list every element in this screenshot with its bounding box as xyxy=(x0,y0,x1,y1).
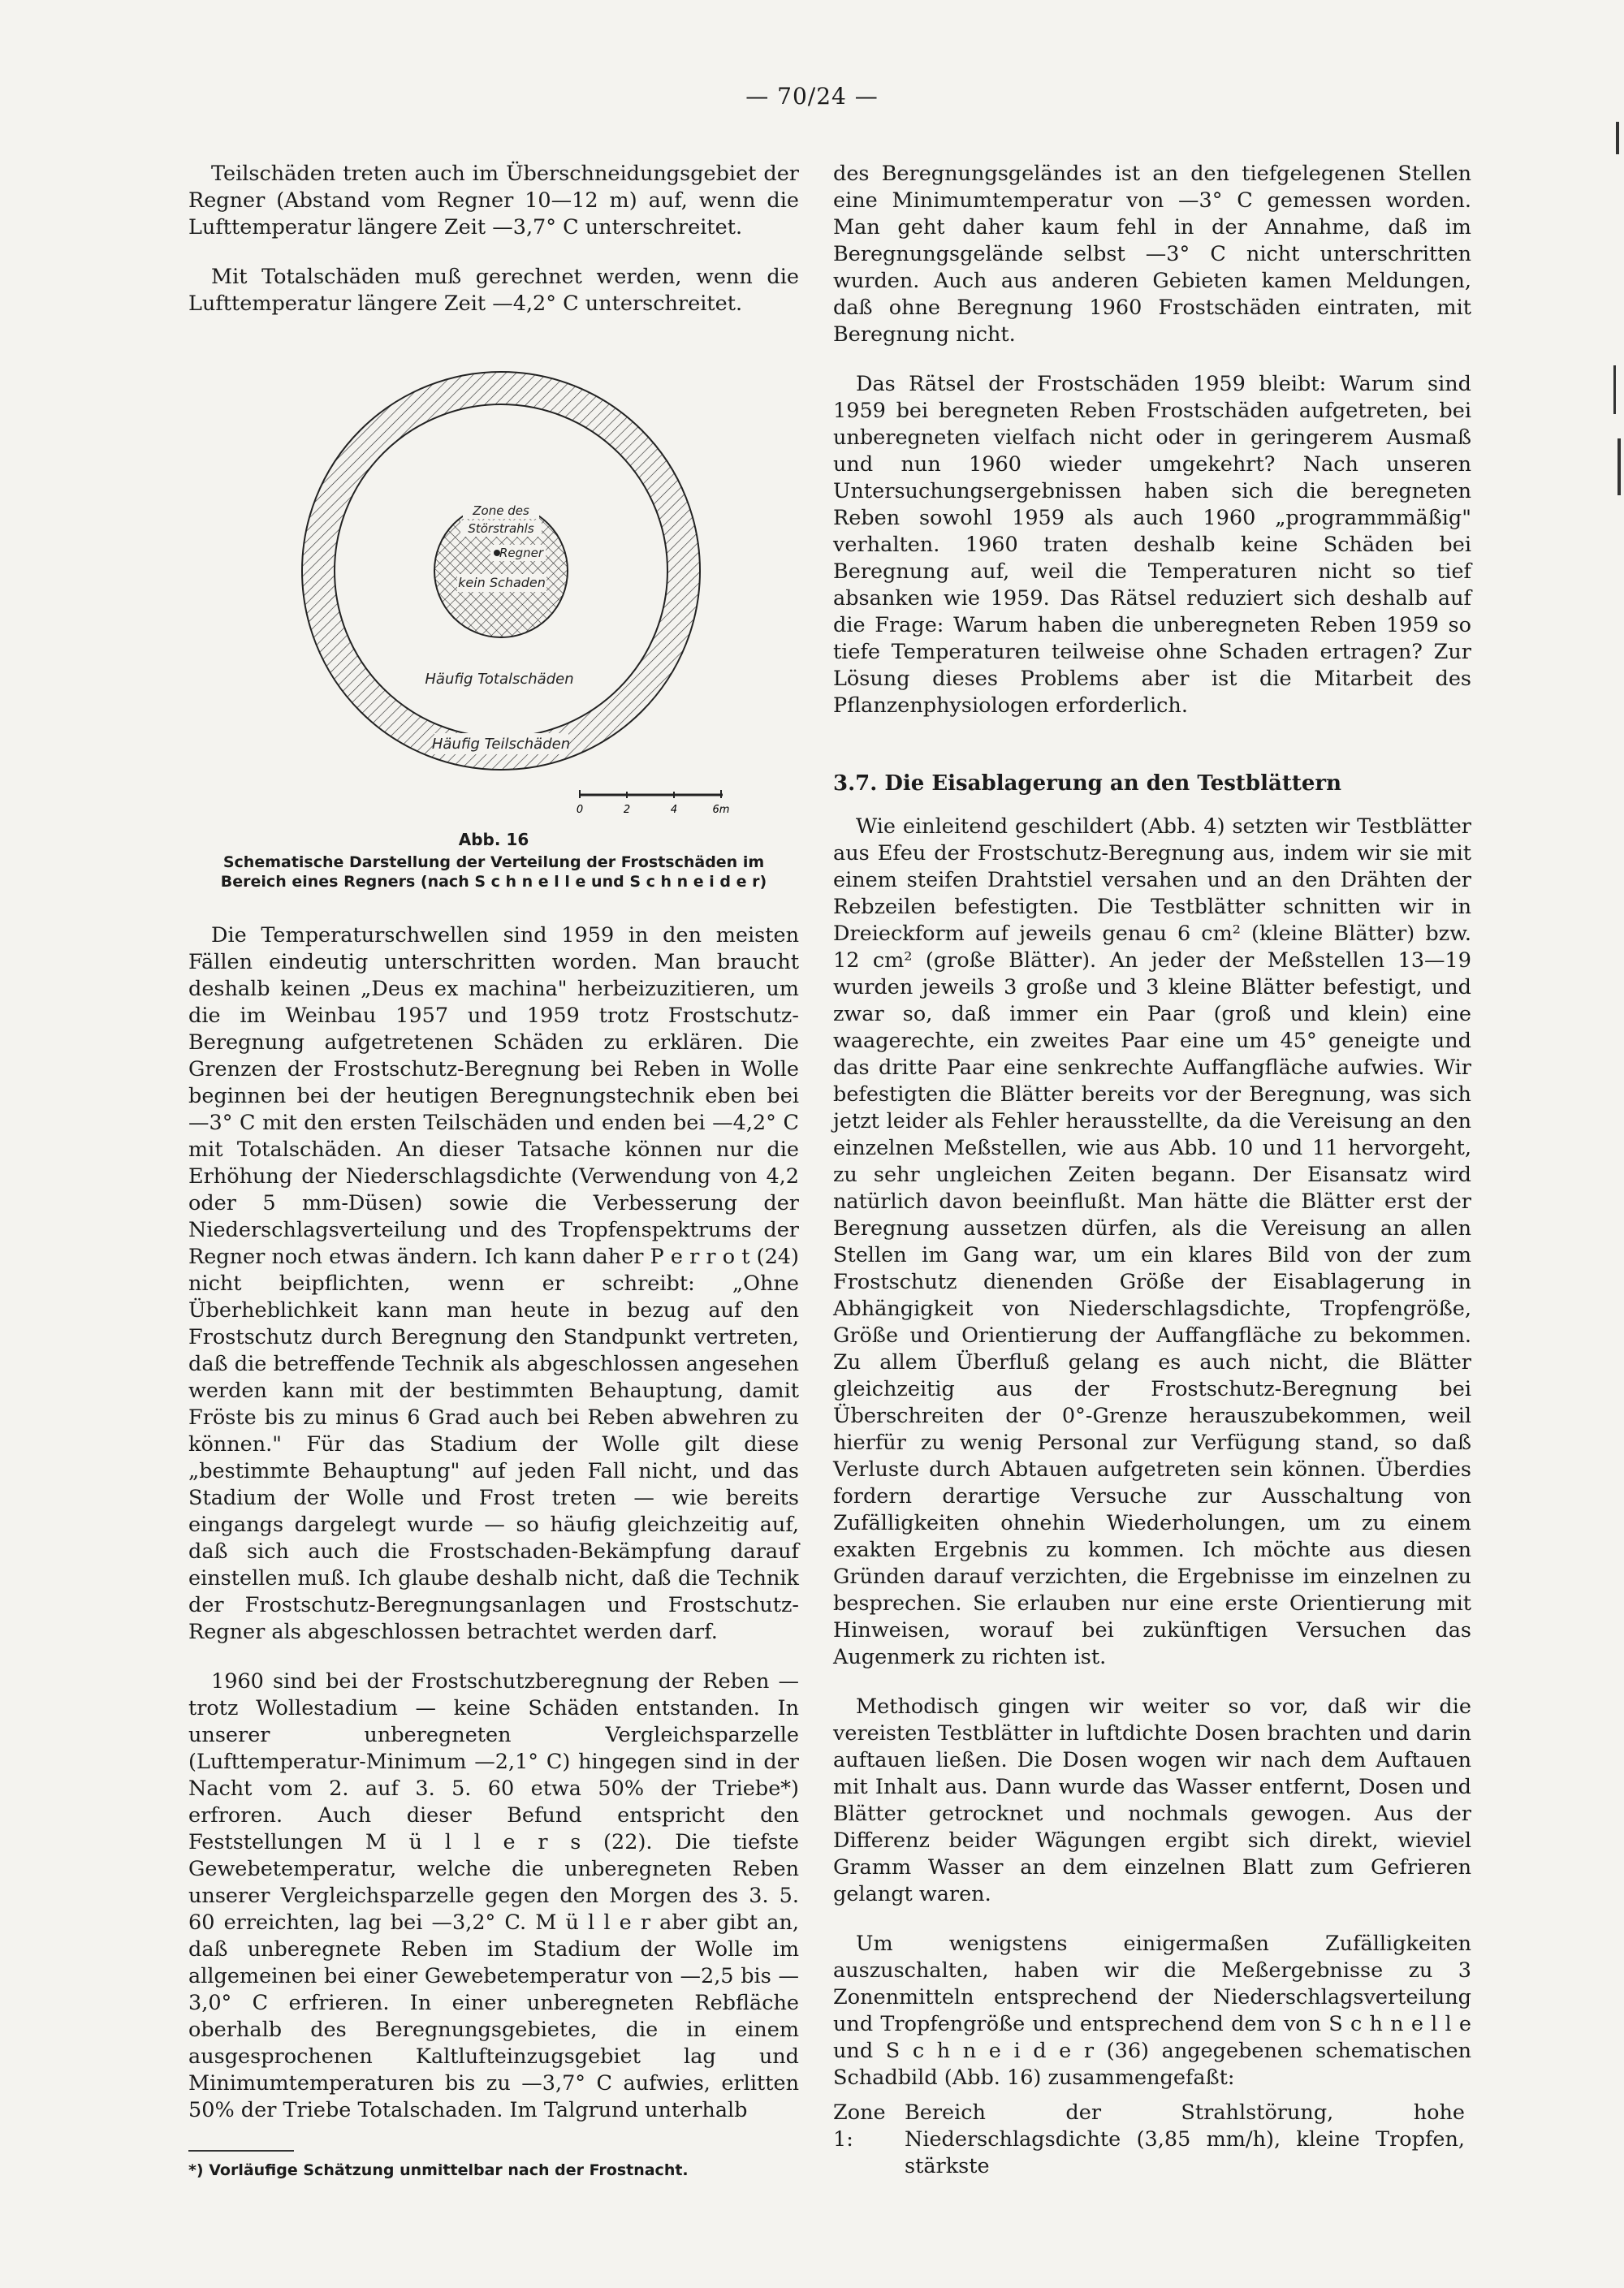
paragraph: Um wenigstens einigermaßen Zufälligkeiten auszuschalten, haben wir die Meßergebnisse zu 3 Zonenmitteln entsprechend der Niederschlagsverteilung und Tropfengröße und entsprechend dem von S c h n e l l e und S c h n e i d e r (36) angegebenen schematischen Schadbild (Abb. 16) zusammengefaßt: xyxy=(833,1932,1471,2090)
paragraph: Wie einleitend geschildert (Abb. 4) setzten wir Testblätter aus Efeu der Frostschutz-Beregnung aus, indem wir sie mit einem steifen Drahtstiel versahen und an den Drähten der Rebzeilen befestigten. Die Testblätter schnitten wir in Dreieckform auf jeweils genau 6 cm² (kleine Blätter) bzw. 12 cm² (große Blätter). An jeder der Meßstellen 13—19 wurden jeweils 3 große und 3 kleine Blätter befestigt, und zwar so, daß immer ein Paar (groß und klein) eine waagerechte, ein zweites Paar eine um 45° geneigte und das dritte Paar eine senkrechte Auffangfläche aufwies. Wir befestigten die Blätter bereits vor der Beregnung, was sich jetzt leider als Fehler herausstellte, da die Vereisung an den einzelnen Meßstellen, wie aus Abb. 10 und 11 hervorgeht, zu sehr ungleichen Zeiten begann. Der Eisansatz wird natürlich davon beeinflußt. Man hätte die Blätter erst der Beregnung aussetzen dürfen, als die Vereisung an allen Stellen im Gang war, um ein klares Bild von der zum Frostschutz dienenden Größe der Eisablagerung in Abhängigkeit von Niederschlagsdichte, Tropfengröße, Größe und Orientierung der Auffangfläche zu bekommen. Zu allem Überfluß gelang es auch nicht, die Blätter gleichzeitig aus der Frostschutz-Beregnung bei Überschreiten der 0°-Grenze herauszubekommen, weil hierfür zu wenig Personal zur Verfügung stand, so daß Verluste durch Abtauen aufgetreten sein können. Überdies fordern derartige Versuche zur Ausschaltung von Zufälligkeiten ohnehin Wiederholungen, um zu einem exakten Ergebnis zu kommen. Ich möchte aus diesen Gründen darauf verzichten, die Ergebnisse im einzelnen zu besprechen. Sie erlauben nur eine erste Orientierung mit Hinweisen, worauf bei zukünftigen Versuchen das Augenmerk zu richten ist. xyxy=(833,814,1471,1669)
frost-damage-diagram xyxy=(290,361,712,784)
paragraph: Mit Totalschäden muß gerechnet werden, wenn die Lufttemperatur längere Zeit —4,2° C unterschreitet. xyxy=(188,265,799,316)
paragraph: Methodisch gingen wir weiter so vor, daß wir die vereisten Testblätter in luftdichte Dosen brachten und darin auftauen ließen. Die Dosen wogen wir nach dem Auftauen mit Inhalt aus. Dann wurde das Wasser entfernt, Dosen und Blätter getrocknet und nochmals gewogen. Aus der Differenz beider Wägungen ergibt sich direkt, wieviel Gramm Wasser an dem einzelnen Blatt zum Gefrieren gelangt waren. xyxy=(833,1694,1471,1906)
footnote: *) Vorläufige Schätzung unmittelbar nach der Frostnacht. xyxy=(188,2161,689,2179)
zone-label: Zone 1: xyxy=(833,2100,886,2152)
scale-tick-0: 0 xyxy=(577,804,584,816)
margin-mark xyxy=(1616,122,1619,154)
figure-abb-16 xyxy=(188,361,799,816)
section-heading: 3.7. Die Eisablagerung an den Testblättern xyxy=(833,771,1341,796)
right-column xyxy=(833,161,1471,2180)
page-number: — 70/24 — xyxy=(745,83,879,110)
scale-tick-6m: 6m xyxy=(712,804,730,816)
paragraph: 1960 sind bei der Frostschutzberegnung der Reben — trotz Wollestadium — keine Schäden entstanden. In unserer unberegneten Vergleichsparzelle (Lufttemperatur-Minimum —2,1° C) hingegen sind in der Nacht vom 2. auf 3. 5. 60 etwa 50% der Triebe*) erfroren. Auch dieser Befund entspricht den Feststellungen M ü l l e r s (22). Die tiefste Gewebetemperatur, welche die unberegneten Reben unserer Vergleichsparzelle gegen den Morgen des 3. 5. 60 erreichten, lag bei —3,2° C. M ü l l e r aber gibt an, daß unberegnete Reben im Stadium der Wolle im allgemeinen bei einer Gewebetemperatur von —2,5 bis —3,0° C erfrieren. In einer unberegneten Rebfläche oberhalb des Beregnungsgebietes, die in einem ausgesprochenen Kaltlufteinzugsgebiet lag und Minimumtemperaturen bis zu —3,7° C aufwies, erlitten 50% der Triebe Totalschaden. Im Talgrund unterhalb xyxy=(188,1669,799,2122)
scale-bar xyxy=(577,790,731,819)
left-column-bottom xyxy=(188,922,799,2147)
zone-text: Bereich der Strahlstörung, hohe Niederschlagsdichte (3,85 mm/h), kleine Tropfen, stärkste xyxy=(905,2100,1465,2178)
figure-caption-text: Schematische Darstellung der Verteilung der Frostschäden im Bereich eines Regners (nach S c h n e l l e und S c h n e i d e r) xyxy=(220,853,767,891)
zone-1-entry xyxy=(833,2100,1471,2180)
paragraph: des Beregnungsgeländes ist an den tiefgelegenen Stellen eine Minimumtemperatur von —3° C gemessen worden. Man geht daher kaum fehl in der Annahme, daß im Beregnungsgelände selbst —3° C nicht unterschritten wurden. Auch aus anderen Gebieten kamen Meldungen, daß ohne Beregnung 1960 Frostschäden eintraten, mit Beregnung nicht. xyxy=(833,162,1471,347)
left-column-top xyxy=(188,161,799,317)
paragraph: Das Rätsel der Frostschäden 1959 bleibt: Warum sind 1959 bei beregneten Reben Frostschäden aufgetreten, bei unberegneten vielfach nicht oder in geringerem Ausmaß und nun 1960 wieder umgekehrt? Nach unseren Untersuchungsergebnissen haben sich die beregneten Reben sowohl 1959 als auch 1960 „programmmäßig" verhalten. 1960 traten deshalb keine Schäden bei Beregnung auf, weil die Temperaturen nicht so tief absanken wie 1959. Das Rätsel reduziert sich deshalb auf die Frage: Warum haben die unberegneten Reben 1959 so tiefe Temperaturen teilweise ohne Schaden ertragen? Zur Lösung dieses Problems aber ist die Mitarbeit des Pflanzenphysiologen erforderlich. xyxy=(833,372,1471,718)
margin-mark xyxy=(1618,438,1621,495)
scale-tick-4: 4 xyxy=(670,804,678,816)
inner-label-3: Regner xyxy=(499,546,544,560)
figure-caption-title: Abb. 16 xyxy=(458,830,529,849)
inner-label-4: kein Schaden xyxy=(458,575,546,590)
inner-label-1: Zone des xyxy=(473,503,529,518)
scale-tick-2: 2 xyxy=(623,804,631,816)
outer-zone-label: Häufig Teilschäden xyxy=(431,736,571,753)
middle-zone-label: Häufig Totalschäden xyxy=(425,671,574,688)
paragraph: Teilschäden treten auch im Überschneidungsgebiet der Regner (Abstand vom Regner 10—12 m) auf, wenn die Lufttemperatur längere Zeit —3,7° C unterschreitet. xyxy=(188,162,799,240)
footnote-rule xyxy=(188,2150,294,2152)
paragraph: Die Temperaturschwellen sind 1959 in den meisten Fällen eindeutig unterschritten worden. Man braucht deshalb keinen „Deus ex machina" herbeizuzitieren, um die im Weinbau 1957 und 1959 trotz Frostschutz-Beregnung aufgetretenen Schäden zu erklären. Die Grenzen der Frostschutz-Beregnung bei Reben in Wolle beginnen bei der heutigen Beregnungstechnik eben bei —3° C mit den ersten Teilschäden und enden bei —4,2° C mit Totalschäden. An dieser Tatsache können nur die Erhöhung der Niederschlagsdichte (Verwendung von 4,2 oder 5 mm-Düsen) sowie die Verbesserung der Niederschlagsverteilung und des Tropfenspektrums der Regner noch etwas ändern. Ich kann daher P e r r o t (24) nicht beipflichten, wenn er schreibt: „Ohne Überheblichkeit kann man heute in bezug auf den Frostschutz durch Beregnung den Standpunkt vertreten, daß die betreffende Technik als abgeschlossen angesehen werden kann mit der bestimmten Behauptung, damit Fröste bis zu minus 6 Grad auch bei Reben abwehren zu können." Für das Stadium der Wolle gilt diese „bestimmte Behauptung" auf jeden Fall nicht, und das Stadium der Wolle und Frost treten — wie bereits eingangs dargelegt wurde — so häufig gleichzeitig auf, daß sich auch die Frostschaden-Bekämpfung darauf einstellen muß. Ich glaube deshalb nicht, daß die Technik der Frostschutz-Beregnungsanlagen und Frostschutz-Regner als abgeschlossen betrachtet werden darf. xyxy=(188,923,799,1644)
margin-mark xyxy=(1613,365,1616,414)
inner-label-2: Störstrahls xyxy=(468,521,534,536)
